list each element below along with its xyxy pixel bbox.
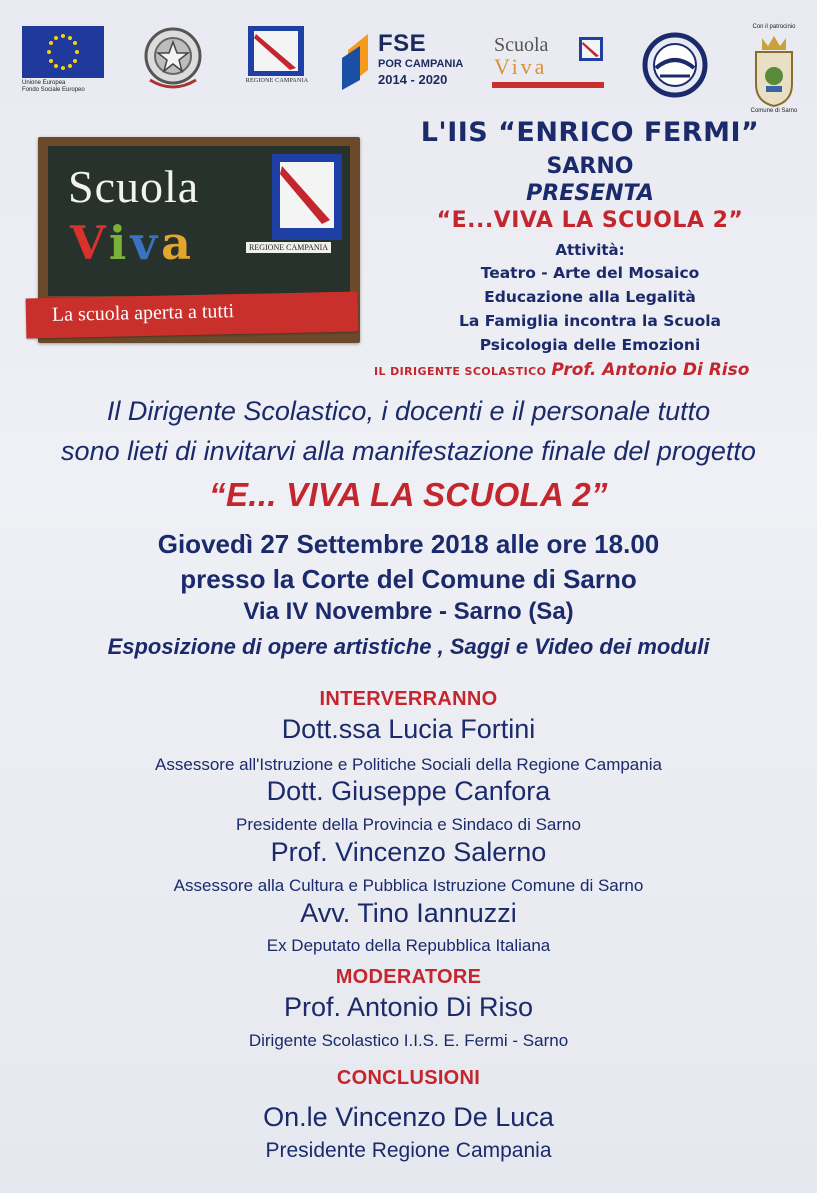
board-ribbon bbox=[26, 292, 359, 339]
speaker-name: Avv. Tino Iannuzzi bbox=[300, 898, 517, 928]
fse-arrow-icon bbox=[342, 30, 376, 90]
sarno-coat-of-arms-icon bbox=[746, 32, 802, 108]
fse-por-campania-logo bbox=[342, 30, 472, 92]
viva-letter: a bbox=[161, 216, 195, 270]
eu-caption-line: Unione Europea bbox=[22, 80, 66, 86]
event-address: Via IV Novembre - Sarno (Sa) bbox=[243, 598, 574, 625]
director-name: Prof. Antonio Di Riso bbox=[551, 360, 750, 380]
speakers-heading: INTERVERRANNO bbox=[319, 688, 498, 710]
sarno-caption: Comune di Sarno bbox=[750, 108, 798, 114]
eu-stars-icon bbox=[22, 26, 104, 78]
board-region-label: REGIONE CAMPANIA bbox=[246, 242, 331, 253]
speaker-name: Dott. Giuseppe Canfora bbox=[266, 776, 551, 806]
activities-label: Attività: bbox=[555, 241, 625, 259]
scuola-viva-small-logo bbox=[492, 34, 610, 92]
invite-line: Il Dirigente Scolastico, i docenti e il personale tutto bbox=[106, 396, 711, 426]
chalkboard-surface bbox=[48, 146, 350, 296]
viva-letter: i bbox=[108, 216, 131, 270]
board-scuola-text: Scuola bbox=[68, 161, 200, 212]
board-ribbon-text: La scuola aperta a tutti bbox=[51, 300, 235, 326]
sv-small-bar bbox=[492, 82, 604, 88]
fse-years: 2014 - 2020 bbox=[378, 72, 448, 87]
speaker-role: Assessore all'Istruzione e Politiche Sociali della Regione Campania bbox=[155, 755, 662, 774]
moderator-role: Dirigente Scolastico I.I.S. E. Fermi - Sarno bbox=[248, 1031, 569, 1050]
speaker-role: Presidente della Provincia e Sindaco di Sarno bbox=[236, 815, 581, 834]
event-date: Giovedì 27 Settembre 2018 alle ore 18.00 bbox=[157, 529, 660, 559]
comune-sarno-logo bbox=[746, 24, 802, 116]
conclusions-heading: CONCLUSIONI bbox=[336, 1067, 481, 1089]
viva-letter: V bbox=[70, 216, 109, 270]
regione-campania-logo-icon bbox=[246, 24, 306, 78]
school-town: SARNO bbox=[546, 154, 634, 179]
invite-line: sono lieti di invitarvi alla manifestazione finale del progetto bbox=[61, 436, 756, 466]
fse-subtitle: POR CAMPANIA bbox=[378, 58, 464, 70]
event-title: “E... VIVA LA SCUOLA 2” bbox=[209, 476, 608, 513]
viva-letter: v bbox=[130, 216, 162, 270]
fse-title: FSE bbox=[378, 30, 427, 57]
region-caption: REGIONE CAMPANIA bbox=[245, 78, 309, 84]
italian-republic-emblem-icon bbox=[140, 24, 206, 94]
board-region-shield-icon bbox=[272, 154, 342, 240]
activity-item: Teatro - Arte del Mosaico bbox=[480, 264, 700, 282]
eu-caption-line: Fondo Sociale Europeo bbox=[22, 87, 85, 93]
scuola-viva-chalkboard bbox=[38, 137, 360, 343]
conclusions-name: On.le Vincenzo De Luca bbox=[263, 1102, 554, 1132]
presents-label: PRESENTA bbox=[526, 181, 654, 206]
school-round-logo-icon bbox=[642, 32, 708, 98]
sv-small-scuola: Scuola bbox=[494, 34, 549, 56]
sarno-patronage: Con il patrocinio bbox=[752, 24, 796, 30]
sv-small-viva: Viva bbox=[494, 54, 548, 79]
project-name: “E...VIVA LA SCUOLA 2” bbox=[436, 208, 744, 233]
moderator-heading: MODERATORE bbox=[335, 966, 482, 988]
speaker-role: Assessore alla Cultura e Pubblica Istruzione Comune di Sarno bbox=[173, 876, 644, 895]
eu-caption bbox=[22, 80, 112, 94]
moderator-name: Prof. Antonio Di Riso bbox=[283, 992, 534, 1022]
speaker-role: Ex Deputato della Repubblica Italiana bbox=[266, 936, 551, 955]
school-name: L'IIS “ENRICO FERMI” bbox=[420, 117, 760, 148]
conclusions-role: Presidente Regione Campania bbox=[265, 1139, 552, 1162]
speaker-name: Dott.ssa Lucia Fortini bbox=[281, 714, 536, 744]
eu-flag-logo bbox=[22, 26, 104, 78]
activity-item: Educazione alla Legalità bbox=[484, 288, 696, 306]
event-exposition: Esposizione di opere artistiche , Saggi e Video dei moduli bbox=[107, 634, 710, 659]
director-label: IL DIRIGENTE SCOLASTICO bbox=[374, 365, 547, 378]
region-shield-icon bbox=[578, 36, 604, 62]
event-venue: presso la Corte del Comune di Sarno bbox=[180, 564, 637, 594]
board-viva-text bbox=[70, 216, 195, 270]
director-line bbox=[374, 360, 804, 380]
activity-item: La Famiglia incontra la Scuola bbox=[458, 312, 722, 330]
speaker-name: Prof. Vincenzo Salerno bbox=[270, 837, 547, 867]
activity-item: Psicologia delle Emozioni bbox=[479, 336, 701, 354]
